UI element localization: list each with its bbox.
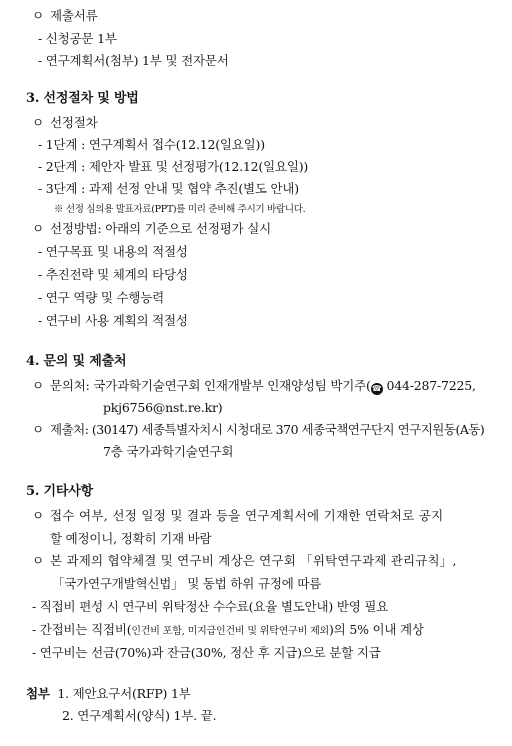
attachment-2: 2. 연구계획서(양식) 1부. 끝. <box>62 708 217 723</box>
criterion-3: - 연구 역량 및 수행능력 <box>38 290 164 305</box>
bullet: ㅇ <box>32 508 45 523</box>
section-4-title: 4. 문의 및 제출처 <box>26 354 127 369</box>
section-5-title: 5. 기타사항 <box>26 484 93 499</box>
attachment-label: 첨부 <box>26 686 50 701</box>
misc-item-2-line-2: 「국가연구개발혁신법」 및 동법 하위 규정에 따름 <box>52 576 322 591</box>
bullet: ㅇ <box>32 115 44 130</box>
misc-dash-3: - 연구비는 선금(70%)과 잔금(30%, 정산 후 지급)으로 분할 지급 <box>32 645 381 660</box>
step-1: - 1단계 : 연구계획서 접수(12.12(일요일)) <box>38 137 265 152</box>
misc-item-2-line-1: ㅇ 본 과제의 협약체결 및 연구비 계상은 연구회 「위탁연구과제 관리규칙」, <box>32 553 457 568</box>
misc-dash-1: - 직접비 편성 시 연구비 위탁정산 수수료(요율 별도안내) 반영 필요 <box>32 599 389 614</box>
procedure-heading: ㅇ 선정절차 <box>32 115 98 130</box>
step-2: - 2단계 : 제안자 발표 및 선정평가(12.12(일요일)) <box>38 159 309 174</box>
bullet: ㅇ <box>32 553 45 568</box>
submit-line-1: ㅇ 제출처: (30147) 세종특별자치시 시청대로 370 세종국책연구단지 연구지원동(A동) <box>32 422 485 437</box>
contact-line-1: ㅇ 문의처: 국가과학기술연구회 인재개발부 인재양성팀 박기주(☎ 044-287-7225, <box>32 378 476 393</box>
method-heading: ㅇ 선정방법: 아래의 기준으로 선정평가 실시 <box>32 221 271 236</box>
criterion-1: - 연구목표 및 내용의 적절성 <box>38 244 188 259</box>
criterion-4: - 연구비 사용 계획의 적절성 <box>38 313 188 328</box>
phone-icon: ☎ <box>371 384 382 393</box>
submission-heading: ㅇ 제출서류 <box>32 8 98 23</box>
submit-line-2: 7층 국가과학기술연구회 <box>103 444 234 459</box>
bullet: ㅇ <box>32 378 44 393</box>
misc-dash-2: - 간접비는 직접비(인건비 포함, 미지급인건비 및 위탁연구비 제외)의 5% 이내 계상 <box>32 622 424 637</box>
submission-item-1: - 신청공문 1부 <box>38 31 117 46</box>
ppt-note: ※ 선정 심의용 발표자료(PPT)를 미리 준비해 주시기 바랍니다. <box>54 204 306 215</box>
criterion-2: - 추진전략 및 체계의 타당성 <box>38 267 188 282</box>
misc-item-1-line-1: ㅇ 접수 여부, 선정 일정 및 결과 등을 연구계획서에 기재한 연락처로 공지 <box>32 508 444 523</box>
submission-item-2: - 연구계획서(첨부) 1부 및 전자문서 <box>38 53 229 68</box>
misc-item-1-line-2: 할 예정이니, 정확히 기재 바람 <box>50 531 212 546</box>
contact-line-2: pkj6756@nst.re.kr) <box>103 400 223 415</box>
attachment-1: 첨부 1. 제안요구서(RFP) 1부 <box>26 686 191 701</box>
section-3-title: 3. 선정절차 및 방법 <box>26 91 139 106</box>
bullet: ㅇ <box>32 8 44 23</box>
indirect-cost-note: 인건비 포함, 미지급인건비 및 위탁연구비 제외 <box>131 626 329 637</box>
bullet: ㅇ <box>32 422 44 437</box>
bullet: ㅇ <box>32 221 44 236</box>
step-3: - 3단계 : 과제 선정 안내 및 협약 추진(별도 안내) <box>38 181 299 196</box>
